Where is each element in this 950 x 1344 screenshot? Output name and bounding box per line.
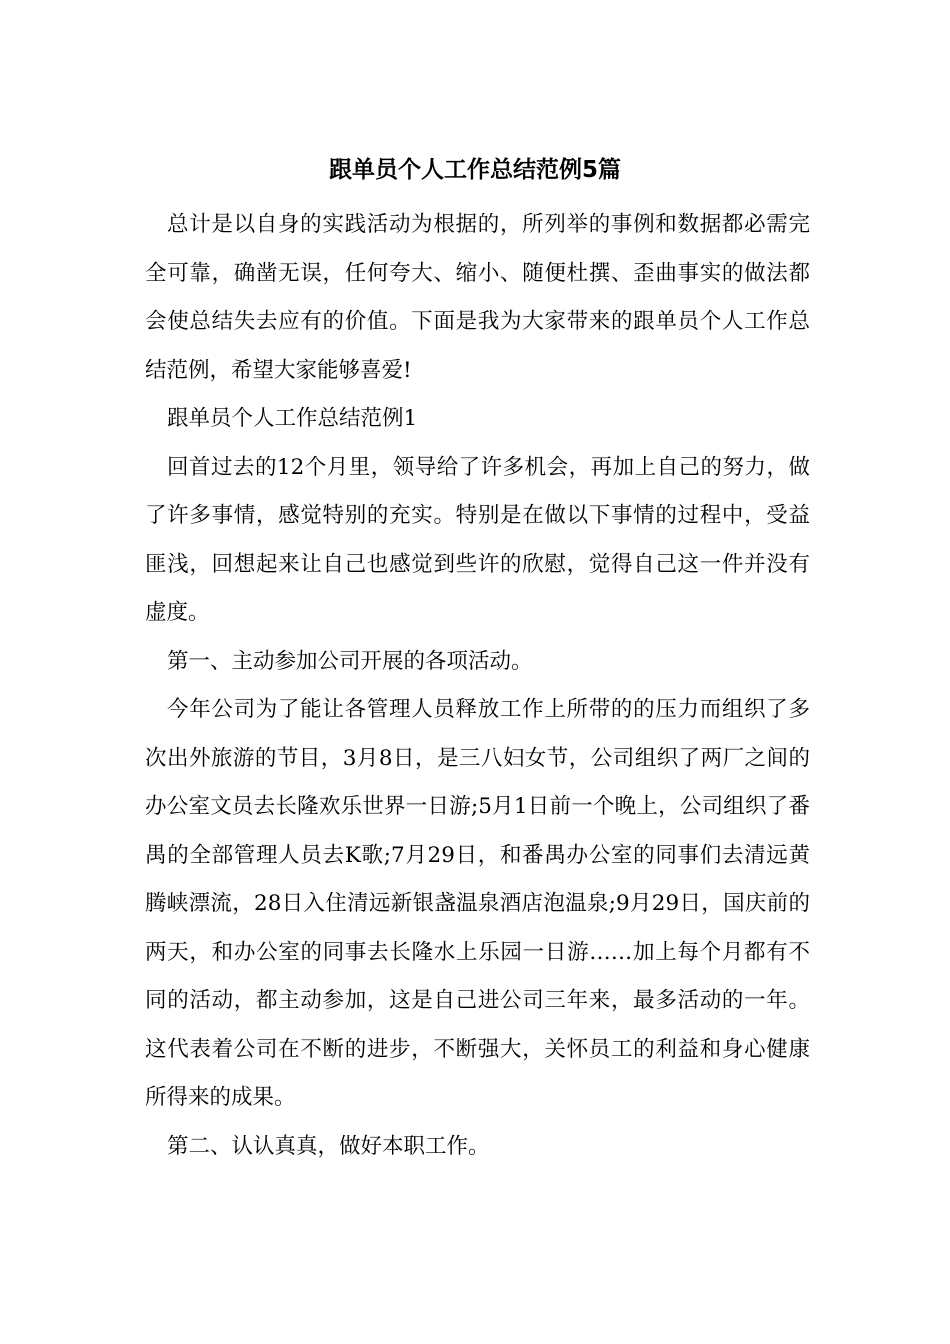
intro-paragraph: 总计是以自身的实践活动为根据的，所列举的事例和数据都必需完全可靠，确凿无误，任何夸大、缩小、随便杜撰、歪曲事实的做法都会使总结失去应有的价值。下面是我为大家带来的跟单员个人工作总结范例，希望大家能够喜爱! xyxy=(145,212,810,383)
subsection-heading: 第一、主动参加公司开展的各项活动。 xyxy=(167,648,533,674)
body-paragraph: 今年公司为了能让各管理人员释放工作上所带的的压力而组织了多次出外旅游的节目，3月8日，是三八妇女节，公司组织了两厂之间的办公室文员去长隆欢乐世界一日游;5月1日前一个晚上，公司组织了番禺的全部管理人员去K歌;7月29日，和番禺办公室的同事们去清远黄腾峡漂流，28日入住清远新银盏温泉酒店泡温泉;9月29日，国庆前的两天，和办公室的同事去长隆水上乐园一日游……加上每个月都有不同的活动，都主动参加，这是自己进公司三年来，最多活动的一年。这代表着公司在不断的进步，不断强大，关怀员工的利益和身心健康所得来的成果。 xyxy=(145,697,810,1110)
subsection-heading: 第二、认认真真，做好本职工作。 xyxy=(167,1133,490,1159)
body-paragraph: 回首过去的12个月里，领导给了许多机会，再加上自己的努力，做了许多事情，感觉特别的充实。特别是在做以下事情的过程中，受益匪浅，回想起来让自己也感觉到些许的欣慰，觉得自己这一件并没有虚度。 xyxy=(145,454,810,625)
section-heading: 跟单员个人工作总结范例1 xyxy=(167,406,418,431)
document-title: 跟单员个人工作总结范例5篇 xyxy=(328,157,621,183)
document-body xyxy=(145,201,810,1171)
